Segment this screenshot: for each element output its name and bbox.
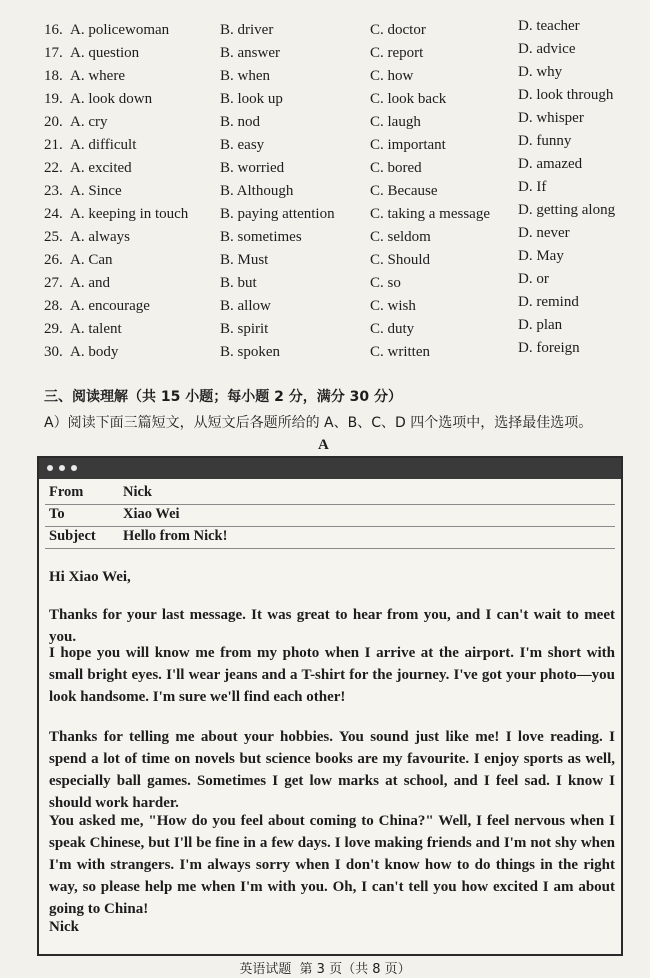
question-number: 26. [44,252,63,268]
option-a: A. keeping in touch [70,206,189,222]
window-dot-icon [71,465,77,471]
option-c: C. so [370,275,401,291]
option-b: B. easy [220,137,265,153]
option-b: B. spirit [220,321,269,337]
question-number: 24. [44,206,63,222]
option-d: D. amazed [518,156,583,172]
footer-subject: 英语试题 [239,962,292,977]
section-title: 三、阅读理解（共 15 小题；每小题 2 分，满分 30 分） [44,389,402,405]
option-b: B. spoken [220,344,280,360]
option-a: A. and [70,275,110,291]
option-a: A. where [70,68,125,84]
option-c: C. Because [370,183,438,199]
option-d: D. advice [518,41,576,57]
option-d: D. why [518,64,563,80]
option-d: D. or [518,271,549,287]
option-d: D. remind [518,294,579,310]
option-c: C. doctor [370,22,426,38]
option-b: B. paying attention [220,206,335,222]
option-c: C. how [370,68,414,84]
option-b: B. driver [220,22,274,38]
option-c: C. important [370,137,446,153]
option-c: C. seldom [370,229,431,245]
option-c: C. look back [370,91,447,107]
subject-label: Subject [49,528,96,544]
option-c: C. bored [370,160,422,176]
option-b: B. nod [220,114,261,130]
question-number: 16. [44,22,63,38]
option-b: B. when [220,68,270,84]
option-c: C. taking a message [370,206,490,222]
divider [45,504,615,505]
to-value: Xiao Wei [123,506,180,522]
option-b: B. sometimes [220,229,302,245]
question-number: 29. [44,321,63,337]
question-number: 25. [44,229,63,245]
option-b: B. look up [220,91,283,107]
email-paragraph: You asked me, "How do you feel about coming to China?" Well, I feel nervous when I speak Chinese, but I'll be fine in a few days. I love making friends and I'm not shy when I'm with strangers. I'm always sorry when I don't know how to do things in the right way, so please help me when I'm with you. Oh, I can't tell you how excited I am about going to China! [49,813,615,917]
option-b: B. Must [220,252,269,268]
option-d: D. look through [518,87,614,103]
option-a: A. difficult [70,137,137,153]
question-number: 17. [44,45,63,61]
to-label: To [49,506,65,522]
option-d: D. never [518,225,570,241]
question-number: 30. [44,344,63,360]
option-a: A. body [70,344,119,360]
option-a: A. policewoman [70,22,170,38]
question-number: 22. [44,160,63,176]
option-c: C. Should [370,252,431,268]
divider [45,548,615,549]
option-a: A. Since [70,183,122,199]
window-dot-icon [59,465,65,471]
option-c: C. report [370,45,424,61]
subject-value: Hello from Nick! [123,528,228,544]
option-a: A. encourage [70,298,150,314]
passage-letter: A [318,437,329,453]
section-instruction: A）阅读下面三篇短文，从短文后各题所给的 A、B、C、D 四个选项中，选择最佳选项。 [44,415,593,431]
option-d: D. May [518,248,564,264]
option-b: B. worried [220,160,285,176]
option-d: D. funny [518,133,572,149]
email-paragraph: Thanks for telling me about your hobbies. You sound just like me! I love reading. I spend a lot of time on novels but science books are my favourite. I enjoy sports as well, especially ball games. Sometimes I get low marks at school, and I feel sad. I know I should work harder. [49,729,615,811]
option-d: D. foreign [518,340,580,356]
option-a: A. talent [70,321,122,337]
email-greeting: Hi Xiao Wei, [49,569,131,585]
divider [45,526,615,527]
option-c: C. duty [370,321,415,337]
option-c: C. wish [370,298,416,314]
email-paragraph: I hope you will know me from my photo when I arrive at the airport. I'm short with small bright eyes. I'll wear jeans and a T-shirt for the journey. I've got your photo—you look handsome. I'm sure we'll find each other! [49,645,615,705]
from-label: From [49,484,84,500]
option-a: A. Can [70,252,113,268]
option-b: B. allow [220,298,271,314]
option-d: D. If [518,179,547,195]
page-footer [0,958,650,977]
option-d: D. teacher [518,18,580,34]
option-a: A. cry [70,114,108,130]
option-a: A. excited [70,160,132,176]
window-dot-icon [47,465,53,471]
from-value: Nick [123,484,152,500]
option-a: A. question [70,45,140,61]
question-number: 23. [44,183,63,199]
email-signature: Nick [49,919,79,935]
option-c: C. written [370,344,430,360]
option-a: A. look down [70,91,153,107]
email-window [37,456,623,956]
question-number: 21. [44,137,63,153]
window-title-bar [39,458,621,479]
question-number: 27. [44,275,63,291]
option-b: B. answer [220,45,280,61]
footer-page: 第 3 页（共 8 页） [299,962,411,977]
email-paragraph: Thanks for your last message. It was great to hear from you, and I can't wait to meet you. [49,607,615,645]
option-d: D. whisper [518,110,584,126]
option-d: D. getting along [518,202,616,218]
option-a: A. always [70,229,130,245]
option-c: C. laugh [370,114,421,130]
question-number: 20. [44,114,63,130]
question-number: 19. [44,91,63,107]
question-number: 18. [44,68,63,84]
option-d: D. plan [518,317,563,333]
question-number: 28. [44,298,63,314]
option-b: B. Although [220,183,294,199]
option-b: B. but [220,275,257,291]
